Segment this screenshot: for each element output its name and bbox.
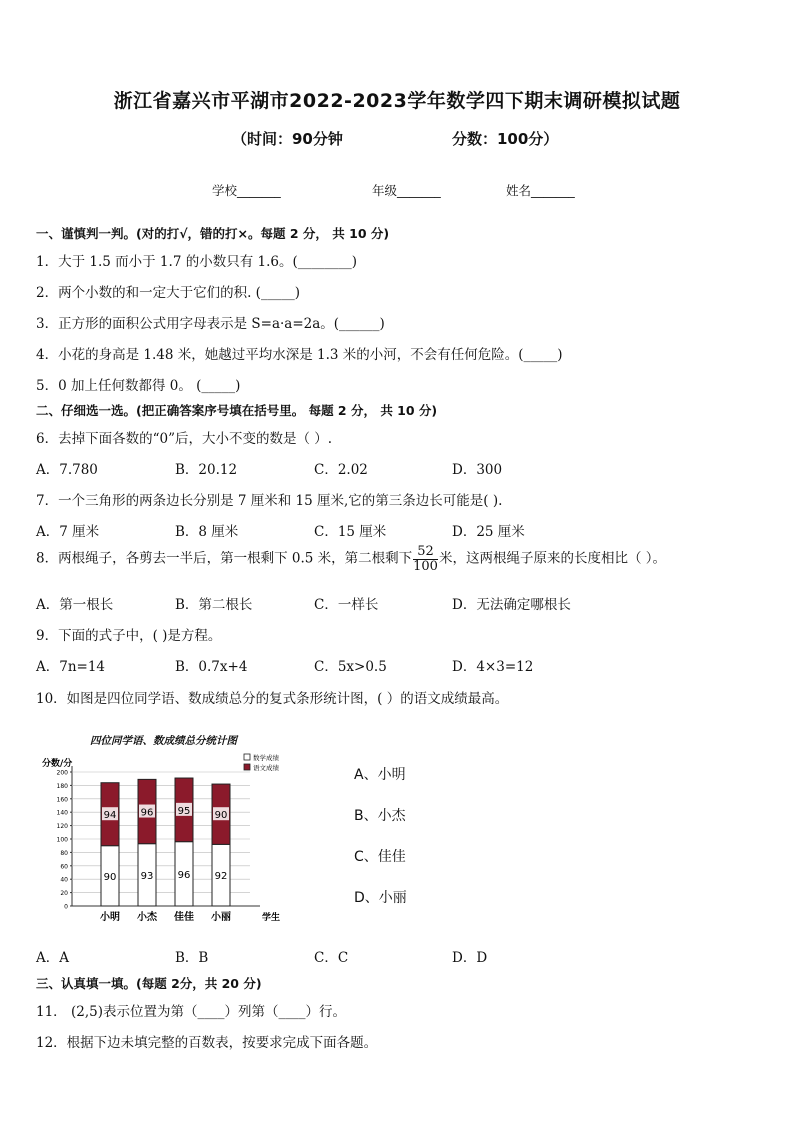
question-7: 7．一个三角形的两条边长分别是 7 厘米和 15 厘米,它的第三条边长可能是( ).: [36, 493, 503, 509]
question-6: 6．去掉下面各数的“0”后，大小不变的数是（ ）.: [36, 431, 333, 447]
q7-option-d: D．25 厘米: [452, 524, 525, 540]
y-tick-label: 60: [60, 863, 68, 871]
question-5: 5．0 加上任何数都得 0。 (_____): [36, 378, 241, 394]
category-label: 小丽: [211, 912, 231, 923]
y-tick-label: 160: [56, 796, 68, 804]
section3-heading: 三、认真填一填。(每题 2分，共 20 分): [36, 976, 262, 991]
y-tick-label: 20: [60, 890, 68, 898]
bar-chart: [40, 748, 290, 938]
question-11: 11． (2,5)表示位置为第（____）列第（____）行。: [36, 1004, 346, 1020]
q8-option-c: C．一样长: [314, 597, 379, 613]
fraction: [413, 545, 438, 573]
x-axis-label: 学生: [262, 913, 281, 923]
question-10: 10．如图是四位同学语、数成绩总分的复式条形统计图，( ）的语文成绩最高。: [36, 691, 509, 707]
legend-swatch-math: [244, 754, 250, 760]
data-label-chinese: 95: [177, 805, 191, 817]
q7-option-b: B．8 厘米: [175, 524, 239, 540]
q8-option-a: A．第一根长: [36, 597, 114, 613]
q9-option-b: B．0.7x+4: [175, 659, 248, 675]
q10-option-b: B．B: [175, 950, 209, 966]
q10-option-c: C．C: [314, 950, 349, 966]
q7-option-a: A．7 厘米: [36, 524, 100, 540]
question-4: 4．小花的身高是 1.48 米，她越过平均水深是 1.3 米的小河，不会有任何危险。(_____): [36, 347, 563, 363]
y-tick-label: 40: [60, 876, 68, 884]
category-label: 小杰: [137, 912, 157, 923]
category-label: 佳佳: [174, 912, 194, 923]
page-title: 浙江省嘉兴市平湖市2022-2023学年数学四下期末调研模拟试题: [113, 90, 681, 112]
fraction-denominator: 100: [413, 558, 438, 574]
y-tick-label: 100: [56, 836, 68, 844]
y-tick-label: 180: [56, 782, 68, 790]
q10-option-a: A．A: [36, 950, 69, 966]
y-tick-label: 200: [56, 769, 68, 777]
data-label-chinese: 90: [214, 810, 228, 822]
data-label-chinese: 94: [103, 810, 117, 822]
data-label-math: 96: [177, 869, 191, 881]
data-label-math: 93: [140, 870, 154, 882]
q8-option-b: B．第二根长: [175, 597, 253, 613]
school-field: 学校_______: [212, 183, 281, 198]
question-8: [36, 545, 666, 573]
q8-text-after: 米，这两根绳子原来的长度相比（ ）。: [438, 550, 667, 567]
chart-option-d: D、小丽: [354, 890, 407, 906]
q6-option-a: A．7.780: [36, 462, 98, 478]
category-label: 小明: [100, 912, 120, 923]
fraction-numerator: 52: [413, 545, 438, 560]
question-2: 2．两个小数的和一定大于它们的积. (_____): [36, 285, 300, 301]
data-label-math: 90: [103, 871, 117, 883]
y-tick-label: 0: [64, 903, 68, 911]
exam-time: （时间：90分钟: [232, 130, 343, 148]
q7-option-c: C．15 厘米: [314, 524, 387, 540]
q6-option-b: B．20.12: [175, 462, 238, 478]
question-1: 1．大于 1.5 而小于 1.7 的小数只有 1.6。(________): [36, 254, 357, 270]
legend-label-chinese: 语文成绩: [253, 764, 279, 772]
q6-option-c: C．2.02: [314, 462, 368, 478]
q8-text-before: 8．两根绳子，各剪去一半后，第一根剩下 0.5 米，第二根剩下: [36, 550, 413, 567]
exam-score: 分数：100分）: [452, 130, 559, 148]
chart-option-a: A、小明: [354, 767, 406, 783]
chart-title: 四位同学语、数成绩总分统计图: [90, 735, 237, 747]
question-12: 12．根据下边未填完整的百数表，按要求完成下面各题。: [36, 1035, 378, 1051]
grade-field: 年级_______: [372, 183, 441, 198]
y-tick-label: 120: [56, 823, 68, 831]
name-field: 姓名_______: [506, 183, 575, 198]
chart-option-c: C、佳佳: [354, 849, 406, 865]
chart-option-b: B、小杰: [354, 808, 406, 824]
q10-option-d: D．D: [452, 950, 488, 966]
q9-option-a: A．7n=14: [36, 659, 106, 675]
section2-heading: 二、仔细选一选。(把正确答案序号填在括号里。 每题 2 分， 共 10 分): [36, 403, 438, 418]
legend-swatch-chinese: [244, 764, 250, 770]
q9-option-c: C．5x>0.5: [314, 659, 387, 675]
data-label-math: 92: [214, 871, 228, 883]
section1-heading: 一、谨慎判一判。(对的打√，错的打×。每题 2 分， 共 10 分): [36, 226, 390, 241]
question-9: 9．下面的式子中，( )是方程。: [36, 628, 222, 644]
y-tick-label: 140: [56, 809, 68, 817]
q8-option-d: D．无法确定哪根长: [452, 597, 571, 613]
question-3: 3．正方形的面积公式用字母表示是 S=a·a=2a。(______): [36, 316, 385, 332]
q6-option-d: D．300: [452, 462, 503, 478]
legend-label-math: 数学成绩: [253, 754, 279, 762]
data-label-chinese: 96: [140, 807, 154, 819]
y-tick-label: 80: [60, 849, 68, 857]
y-axis-label: 分数/分: [42, 759, 73, 769]
q9-option-d: D．4×3=12: [452, 659, 534, 675]
